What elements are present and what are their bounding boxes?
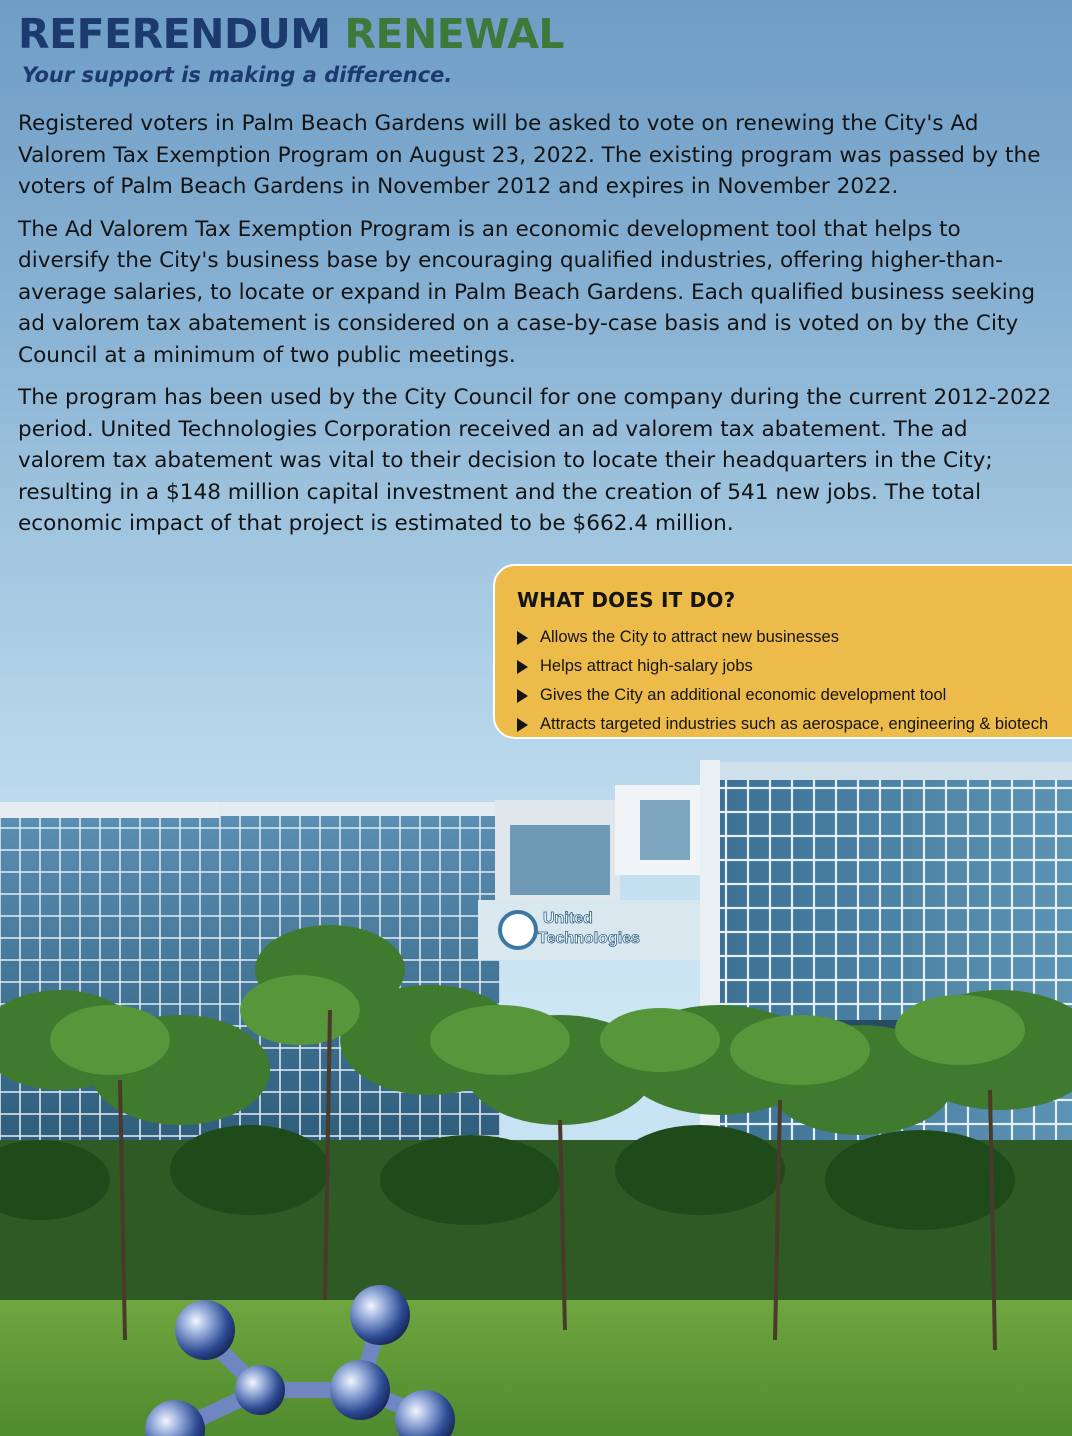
paragraph-program-usage: The program has been used by the City Council for one company during the current 2012-2022 period. United Technologies Corporation received an ad valorem tax abatement. The ad valorem tax abatement was vital to their decision to locate their headquarters in the City; resulting in a $148 million capital investment and the creation of 541 new jobs. The total economic impact of that project is estimated to be $662.4 million.: [18, 385, 1052, 536]
title-renewal: RENEWAL: [344, 10, 565, 58]
callout-heading: WHAT DOES IT DO?: [517, 588, 736, 612]
page-subtitle: Your support is making a difference.: [22, 63, 453, 87]
triangle-bullet-icon: [517, 660, 528, 674]
paragraph-referendum: Registered voters in Palm Beach Gardens will be asked to vote on renewing the City's Ad Valorem Tax Exemption Program on August 23, 2022. The existing program was passed by the voters of Palm Beach Gardens in November 2012 and expires in November 2022.: [18, 111, 1041, 199]
triangle-bullet-icon: [517, 631, 528, 645]
callout-item-text: Attracts targeted industries such as aerospace, engineering & biotech: [540, 715, 1049, 733]
page-title: [18, 10, 565, 58]
callout-item: [517, 652, 1072, 681]
callout-item-text: Helps attract high-salary jobs: [540, 657, 753, 675]
body-text: [18, 108, 1058, 551]
callout-list: [517, 623, 1072, 739]
building-sign-line1: United: [543, 910, 593, 927]
title-referendum: REFERENDUM: [18, 10, 331, 58]
building-sign-line2: Technologies: [538, 930, 640, 947]
callout-item: [517, 710, 1072, 739]
callout-item-text: Allows the City to attract new businesses: [540, 628, 839, 646]
callout-item-text: Gives the City an additional economic development tool: [540, 686, 947, 704]
triangle-bullet-icon: [517, 689, 528, 703]
callout-item: [517, 623, 1072, 652]
building-photo: [0, 740, 1072, 1436]
callout-item: [517, 681, 1072, 710]
paragraph-program-description: The Ad Valorem Tax Exemption Program is an economic development tool that helps to diversify the City's business base by encouraging qualified industries, offering higher-than-average salaries, to locate or expand in Palm Beach Gardens. Each qualified business seeking ad valorem tax abatement is considered on a case-by-case basis and is voted on by the City Council at a minimum of two public meetings.: [18, 216, 1036, 368]
triangle-bullet-icon: [517, 718, 528, 732]
what-does-it-do-box: [493, 564, 1072, 739]
